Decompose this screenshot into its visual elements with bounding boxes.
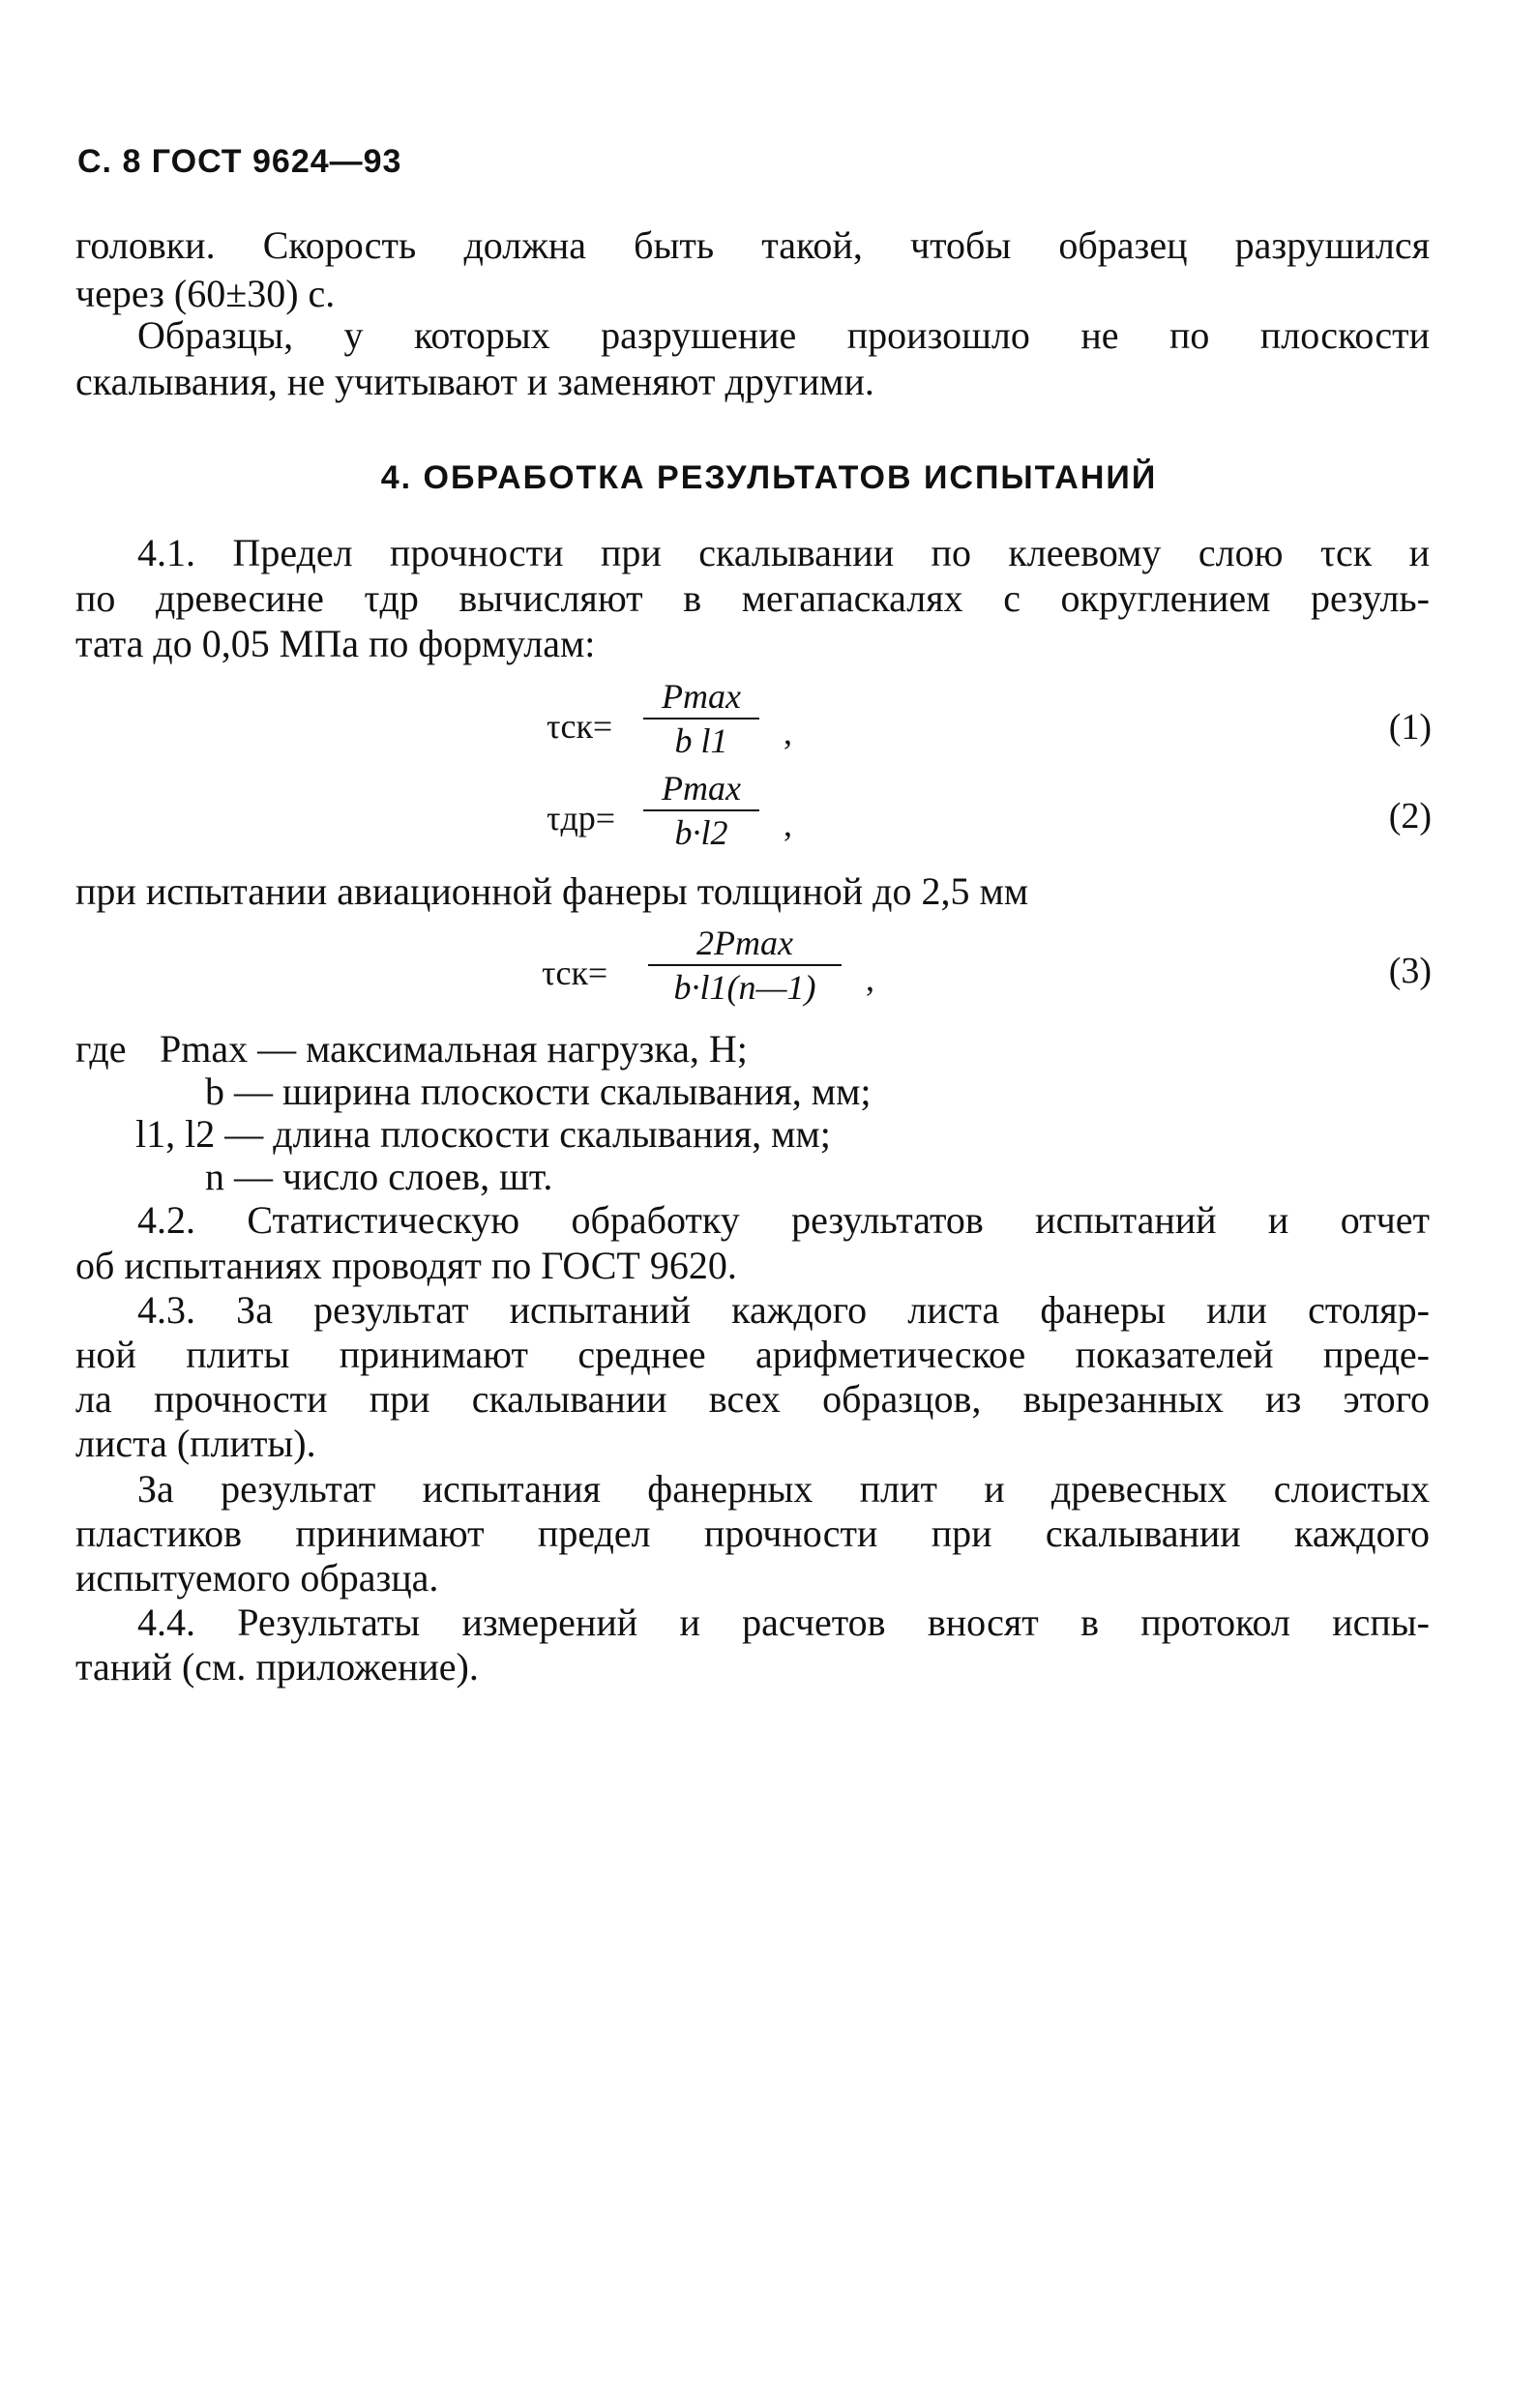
text-line: За результат испытания фанерных плит и древесных слоистых	[137, 1467, 1430, 1511]
text-line: при испытании авиационной фанеры толщиной до 2,5 мм	[75, 869, 1029, 913]
formula-fraction	[643, 769, 759, 852]
definition-l: l1, l2 — длина плоскости скалывания, мм;	[135, 1112, 831, 1156]
fraction-bar	[648, 964, 842, 966]
text-line: об испытаниях проводят по ГОСТ 9620.	[75, 1244, 737, 1287]
text-line: 4.4. Результаты измерений и расчетов вносят в протокол испы-	[137, 1600, 1430, 1644]
definition-pmax: Pmax — максимальная нагрузка, Н;	[160, 1027, 748, 1071]
formula-denominator: b·l1(n—1)	[673, 968, 816, 1007]
definition-n: n — число слоев, шт.	[205, 1155, 553, 1198]
text-line: через (60±30) с.	[75, 272, 336, 315]
text-line: головки. Скорость должна быть такой, чтобы образец разрушился	[75, 223, 1430, 267]
formula-3: τск= 2Pmax b·l1(n—1) ,	[542, 924, 874, 1007]
equation-number: (1)	[1388, 707, 1432, 748]
formula-denominator: b·l2	[674, 813, 728, 852]
text-line: тата до 0,05 МПа по формулам:	[75, 622, 596, 665]
formula-1: τск= Pmax b l1 ,	[547, 677, 792, 760]
formula-fraction	[643, 677, 759, 760]
formula-numerator: Pmax	[662, 769, 741, 808]
formula-numerator: 2Pmax	[696, 924, 793, 962]
formula-2: τдр= Pmax b·l2 ,	[547, 769, 792, 852]
text-line: 4.1. Предел прочности при скалывании по клеевому слою τск и	[137, 531, 1430, 574]
fraction-bar	[643, 809, 759, 811]
text-line: по древесине τдр вычисляют в мегапаскалях с округлением резуль-	[75, 576, 1430, 620]
formula-lhs: τск=	[542, 954, 608, 992]
formula-fraction	[648, 924, 842, 1007]
formula-numerator: Pmax	[662, 677, 741, 716]
text-line: 4.3. За результат испытаний каждого листа фанеры или столяр-	[137, 1288, 1430, 1332]
formula-lhs: τск=	[547, 707, 613, 746]
fraction-bar	[643, 718, 759, 719]
equation-number: (3)	[1388, 951, 1432, 991]
text-line: ной плиты принимают среднее арифметическое показателей преде-	[75, 1333, 1430, 1376]
text-line: испытуемого образца.	[75, 1556, 439, 1600]
text-line: таний (см. приложение).	[75, 1645, 479, 1689]
equation-number: (2)	[1388, 796, 1432, 837]
text-line: ла прочности при скалывании всех образцов, вырезанных из этого	[75, 1377, 1430, 1421]
text-line: листа (плиты).	[75, 1422, 316, 1465]
formula-denominator: b l1	[674, 721, 728, 760]
text-line: скалывания, не учитывают и заменяют другими.	[75, 360, 874, 403]
page-header: С. 8 ГОСТ 9624—93	[77, 143, 402, 180]
section-title: 4. ОБРАБОТКА РЕЗУЛЬТАТОВ ИСПЫТАНИЙ	[380, 459, 1158, 496]
definition-b: b — ширина плоскости скалывания, мм;	[205, 1070, 872, 1113]
formula-lhs: τдр=	[547, 799, 616, 837]
text-line: Образцы, у которых разрушение произошло не по плоскости	[137, 313, 1430, 357]
definition-where: где	[75, 1027, 127, 1071]
text-line: пластиков принимают предел прочности при скалывании каждого	[75, 1512, 1430, 1555]
text-line: 4.2. Статистическую обработку результатов испытаний и отчет	[137, 1198, 1430, 1242]
